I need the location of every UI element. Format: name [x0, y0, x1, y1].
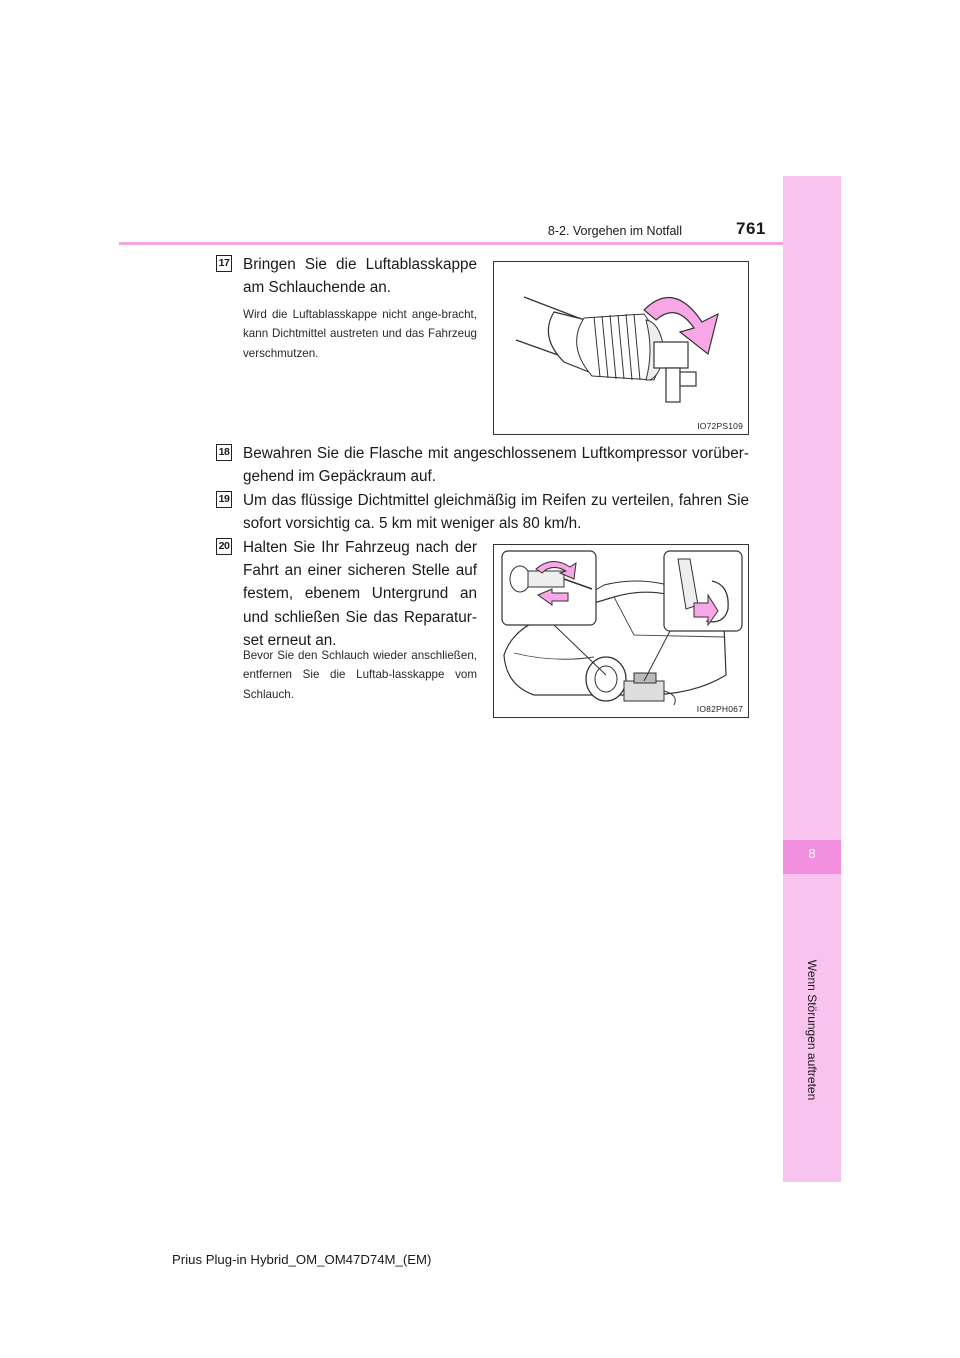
step-instruction: Um das flüssige Dichtmittel gleichmäßig im Reifen zu verteilen, fahren Sie sofort vorsichtig ca. 5 km mit weniger als 80 km/h.: [243, 492, 749, 532]
section-title: 8-2. Vorgehen im Notfall: [547, 224, 682, 238]
chapter-number: 8: [808, 846, 816, 861]
manual-identifier: Prius Plug-in Hybrid_OM_OM47D74M_(EM): [172, 1252, 432, 1267]
step-instruction: Bewahren Sie die Flasche mit angeschlossenem Luftkompressor vorüber-gehend im Gepäckraum auf.: [243, 445, 749, 485]
step-note: Bevor Sie den Schlauch wieder anschließen, entfernen Sie die Luftab-lasskappe vom Schlauch.: [243, 649, 477, 701]
step-number-badge: 18: [216, 444, 232, 461]
figure-code: IO82PH067: [696, 704, 743, 714]
step-number-badge: 17: [216, 255, 232, 272]
header-divider: [119, 242, 783, 245]
step-instruction: Halten Sie Ihr Fahrzeug nach der Fahrt an einer sicheren Stelle auf festem, ebenem Untergrund an und schließen Sie das Reparatur-set erneut an.: [243, 539, 477, 649]
chapter-title: Wenn Störungen auftreten: [805, 959, 819, 1101]
figure-code: IO72PS109: [697, 421, 743, 431]
car-repair-kit-illustration: [493, 544, 749, 718]
step-number-badge: 20: [216, 538, 232, 555]
hose-cap-drawing: [494, 262, 748, 434]
step-note: Wird die Luftablasskappe nicht ange-bracht, kann Dichtmittel austreten und das Fahrzeug verschmutzen.: [243, 308, 477, 360]
step-number-badge: 19: [216, 491, 232, 508]
hose-cap-illustration: [493, 261, 749, 435]
page-number: 761: [736, 219, 766, 238]
car-repair-kit-drawing: [494, 545, 748, 717]
step-instruction: Bringen Sie die Luftablasskappe am Schlauchende an.: [243, 256, 477, 296]
